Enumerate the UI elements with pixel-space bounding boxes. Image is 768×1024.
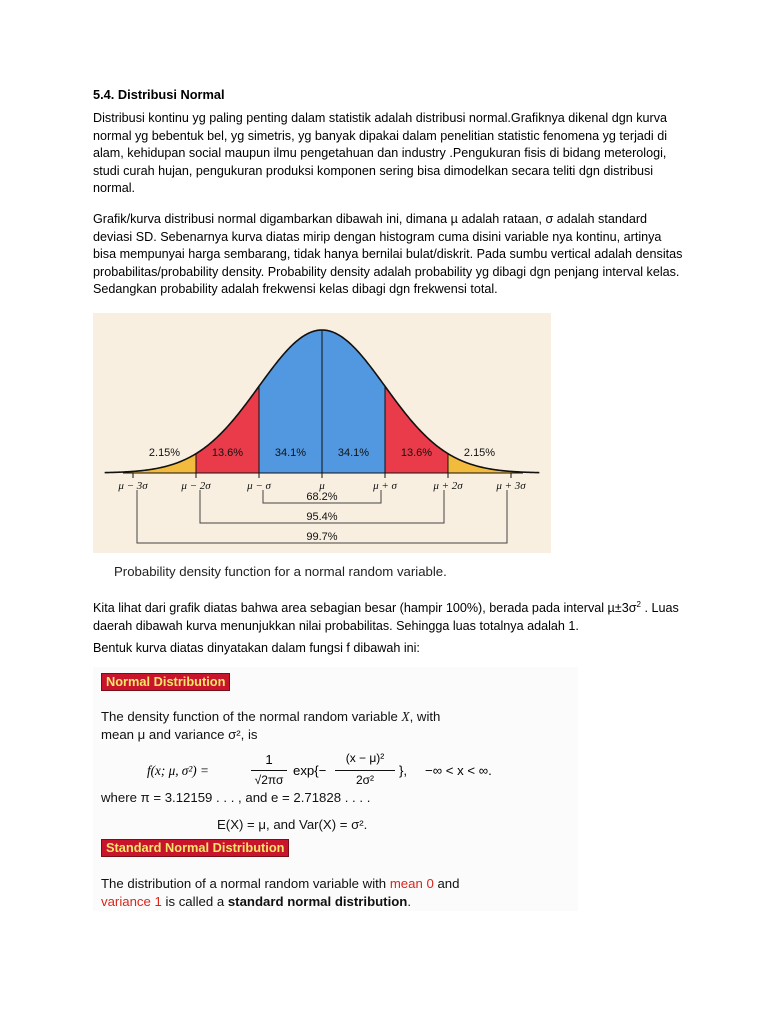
axis-tick-label: μ − 3σ <box>118 480 148 492</box>
axis-tick-label: μ + σ <box>373 480 397 492</box>
formula-numerator: 1 <box>265 752 273 767</box>
formula-range: −∞ < x < ∞. <box>425 763 492 778</box>
segment-percent-label: 2.15% <box>148 447 181 459</box>
segment-percent-label: 2.15% <box>463 447 496 459</box>
interval-percent-label: 99.7% <box>306 531 338 543</box>
formula-exp-numerator: (x − μ)² <box>345 751 385 765</box>
segment-percent-label: 34.1% <box>337 447 370 459</box>
axis-tick-label: μ <box>319 480 325 492</box>
formula-exp-denominator: 2σ² <box>355 773 375 787</box>
formula-denominator: √2πσ <box>254 773 284 787</box>
constants-line: where π = 3.12159 . . . , and e = 2.71828 . . . . <box>101 790 371 805</box>
interval-percent-label: 68.2% <box>306 491 338 503</box>
axis-tick-label: μ − σ <box>247 480 271 492</box>
axis-tick-label: μ + 2σ <box>433 480 463 492</box>
standard-line-2: variance 1 is called a standard normal distribution. <box>101 894 412 909</box>
interval-percent-label: 95.4% <box>306 511 338 523</box>
normal-distribution-header: Normal Distribution <box>101 673 230 691</box>
figure-caption: Probability density function for a normal random variable. <box>114 564 447 579</box>
normal-distribution-definition <box>93 667 578 911</box>
normal-curve-figure <box>93 313 551 553</box>
segment-percent-label: 13.6% <box>400 447 433 459</box>
formula-fraction-bar <box>251 770 287 771</box>
standard-line-1: The distribution of a normal random variable with mean 0 and <box>101 876 460 891</box>
axis-tick-label: μ − 2σ <box>181 480 211 492</box>
segment-percent-label: 13.6% <box>211 447 244 459</box>
standard-normal-header: Standard Normal Distribution <box>101 839 289 857</box>
formula-lhs: f(x; μ, σ²) = <box>147 763 209 778</box>
formula-exp-fraction-bar <box>335 770 395 771</box>
density-formula <box>147 751 577 791</box>
paragraph-function-intro: Bentuk kurva diatas dinyatakan dalam fungsi f dibawah ini: <box>93 641 420 655</box>
definition-line-1: The density function of the normal random variable X, with <box>101 709 441 724</box>
formula-exp: exp{− <box>293 763 327 778</box>
paragraph-interval: Kita lihat dari grafik diatas bahwa area sebagian besar (hampir 100%), berada pada interval $\mu\pm 3\sigma^2$ . Luas daerah dibawah kurva menunjukkan nilai probabilitas. Sehingga luas totalnya adalah 1. <box>93 600 679 633</box>
formula-close: }, <box>399 763 408 778</box>
definition-line-2: mean μ and variance σ², is <box>101 727 258 742</box>
paragraph-intro: Distribusi kontinu yg paling penting dalam statistik adalah distribusi normal.Grafiknya dikenal dgn kurva normal yg bebentuk bel, yg simetris, yg banyak dipakai dalam penelitian statistic fenomena yg terjadi di alam, kehidupan social maupun ilmu pengetahuan dan industry .Pengukuran fisis di bidang meterologi, studi curah hujan, pengukuran produksi komponen sering bisa dimodelkan secara teliti dgn distribusi normal. <box>93 111 668 195</box>
segment-percent-label: 34.1% <box>274 447 307 459</box>
axis-tick-label: μ + 3σ <box>496 480 526 492</box>
normal-curve-svg <box>93 313 551 553</box>
paragraph-graph-description: Grafik/kurva distribusi normal digambarkan dibawah ini, dimana µ adalah rataan, σ adalah standard deviasi SD. Sebenarnya kurva diatas mirip dengan histogram cuma disini variable nya kontinu, artinya bisa mempunyai harga sembarang, tidak hanya bernilai bulat/diskrit. Pada sumbu vertical adalah densitas probabilitas/probability density. Probability density adalah probability yg dibagi dgn penjang interval kelas. Sedangkan probability adalah frekwensi kelas dibagi dgn frekwensi total. <box>93 212 683 296</box>
section-heading: 5.4. Distribusi Normal <box>93 87 225 102</box>
expectation-variance-line: E(X) = μ, and Var(X) = σ². <box>217 817 368 832</box>
